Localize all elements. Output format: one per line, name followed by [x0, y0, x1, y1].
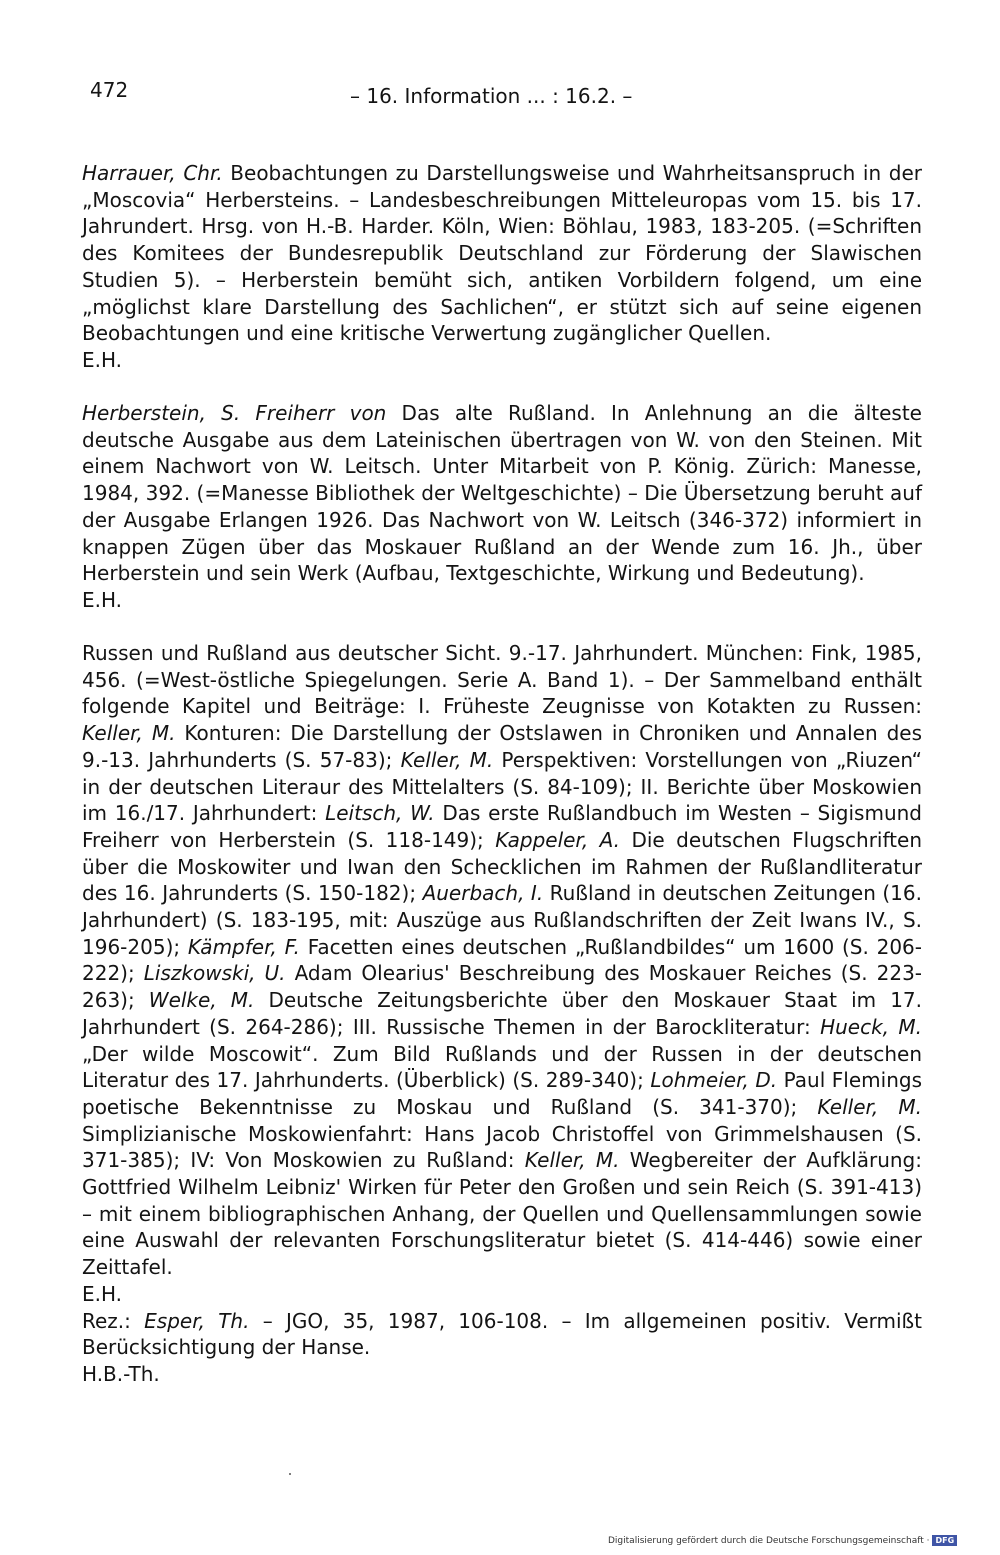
scan-speck — [289, 1473, 291, 1475]
bibliography-entry — [82, 640, 922, 1388]
contributor-author: Keller, M. — [82, 721, 176, 746]
entry-body: Wegbereiter der Aufklärung: Gottfried Wilhelm Leibniz' Wirken für Peter den Großen und sein Reich (S. 391-413) – mit einem bibliographischen Anhang, der Quellen und Quellensammlungen sowie eine Auswahl der relevanten Forschungsliteratur bietet (S. 414-446) sowie einer Zeittafel. — [82, 1148, 922, 1280]
entry-text — [82, 640, 922, 1281]
contributor-author: Lohmeier, D. — [650, 1068, 778, 1093]
review-prefix: Rez.: — [82, 1308, 145, 1333]
review-text — [82, 1308, 922, 1361]
contributor-author: Auerbach, I. — [422, 881, 544, 906]
entry-body: „Der wilde Moscowit“. Zum Bild Rußlands und der Russen in der deutschen Literatur des 17. Jahrhunderts. (Überblick) (S. 289-340); — [82, 1041, 922, 1093]
page-number: 472 — [90, 78, 129, 102]
contributor-author: Keller, M. — [524, 1148, 620, 1173]
bibliography-entry — [82, 400, 922, 614]
reviewer-initials: E.H. — [82, 1281, 123, 1306]
dfg-logo: DFG — [932, 1535, 957, 1546]
contributor-author: Keller, M. — [400, 747, 494, 772]
entry-body: Perspektiven: Vorstellungen von „Riuzen“ in der deutschen Literaur des Mittelalters (S. 84-109); II. Berichte über Moskowien im 16./17. Jahrhundert: — [82, 747, 922, 826]
entry-body: Simplizianische Moskowienfahrt: Hans Jacob Christoffel von Grimmelshausen (S. 371-385); IV: Von Moskowien zu Rußland: — [82, 1121, 922, 1173]
reviewer-initials: E.H. — [82, 587, 123, 612]
contributor-author: Kämpfer, F. — [187, 934, 300, 959]
review-author: Esper, Th. — [144, 1308, 250, 1333]
contributor-author: Liszkowski, U. — [143, 961, 286, 986]
entry-author: Herberstein, S. Freiherr von — [82, 401, 387, 425]
contributor-author: Keller, M. — [817, 1094, 922, 1119]
entry-body: Das erste Rußlandbuch im Westen – Sigismund Freiherr von Herberstein (S. 118-149); — [82, 801, 923, 852]
entry-author: Harrauer, Chr. — [82, 161, 223, 185]
entry-body: Die deutschen Flugschriften über die Moskowiter und Iwan den Schecklichen im Rahmen der Rußlandliteratur des 16. Jahrunderts (S. 150-182); — [82, 827, 922, 906]
digitization-footer — [608, 1535, 957, 1546]
footer-text: Digitalisierung gefördert durch die Deutsche Forschungsgemeinschaft · — [608, 1535, 930, 1546]
reviewer-initials: E.H. — [82, 347, 123, 372]
entry-body: Beobachtungen zu Darstellungsweise und Wahrheitsanspruch in der „Moscovia“ Herbersteins. – Landesbeschreibungen Mitteleuropas vom 15. bis 17. Jahrundert. Hrsg. von H.-B. Harder. Köln, Wien: Böhlau, 1983, 183-205. (=Schriften des Komitees der Bundesrepublik Deutschland zur Förderung der Slawischen Studien 5). – Herberstein bemüht sich, antiken Vorbildern folgend, um eine „möglichst klare Darstellung des Sachlichen“, er stützt sich auf seine eigenen Beobachtungen und eine kritische Verwertung zugänglicher Quellen. — [82, 161, 922, 346]
entry-text — [82, 160, 922, 347]
entry-body: Paul Flemings poetische Bekenntnisse zu Moskau und Rußland (S. 341-370); — [82, 1068, 922, 1119]
entry-body: Das alte Rußland. In Anlehnung an die älteste deutsche Ausgabe aus dem Lateinischen übertragen von W. von den Steinen. Mit einem Nachwort von W. Leitsch. Unter Mitarbeit von P. König. Zürich: Manesse, 1984, 392. (=Manesse Bibliothek der Weltgeschichte) – Die Übersetzung beruht auf der Ausgabe Erlangen 1926. Das Nachwort von W. Leitsch (346-372) informiert in knappen Zügen über das Moskauer Rußland an der Wende zum 16. Jh., über Herberstein und sein Werk (Aufbau, Textgeschichte, Wirkung und Bedeutung). — [82, 401, 922, 586]
entry-body: Facetten eines deutschen „Rußlandbildes“ um 1600 (S. 206-222); — [82, 934, 922, 986]
contributor-author: Leitsch, W. — [325, 801, 435, 826]
review-initials: H.B.-Th. — [82, 1361, 160, 1386]
review-body: – JGO, 35, 1987, 106-108. – Im allgemeinen positiv. Vermißt Berücksichtigung der Hanse. — [82, 1308, 922, 1360]
contributor-author: Kappeler, A. — [495, 827, 621, 852]
running-head: – 16. Information ... : 16.2. – — [350, 84, 633, 108]
review-note — [82, 1308, 922, 1361]
bibliography-entry — [82, 160, 922, 374]
entry-body: Russen und Rußland aus deutscher Sicht. 9.-17. Jahrhundert. München: Fink, 1985, 456. (=West-östliche Spiegelungen. Serie A. Band 1). – Der Sammelband enthält folgende Kapitel und Beiträge: I. Früheste Zeugnisse von Kotakten zu Russen: — [82, 641, 922, 719]
contributor-author: Hueck, M. — [820, 1014, 922, 1039]
entry-body: Deutsche Zeitungsberichte über den Moskauer Staat im 17. Jahrhundert (S. 264-286); III. Russische Themen in der Barockliteratur: — [82, 988, 922, 1039]
entry-body: Adam Olearius' Beschreibung des Moskauer Reiches (S. 223-263); — [82, 961, 923, 1013]
entry-body: Rußland in deutschen Zeitungen (16. Jahrhundert) (S. 183-195, mit: Auszüge aus Rußlandschriften der Zeit Iwans IV., S. 196-205); — [82, 881, 922, 959]
entry-text — [82, 400, 922, 587]
entry-body: Konturen: Die Darstellung der Ostslawen in Chroniken und Annalen des 9.-13. Jahrhunderts (S. 57-83); — [82, 721, 923, 772]
contributor-author: Welke, M. — [148, 988, 255, 1013]
